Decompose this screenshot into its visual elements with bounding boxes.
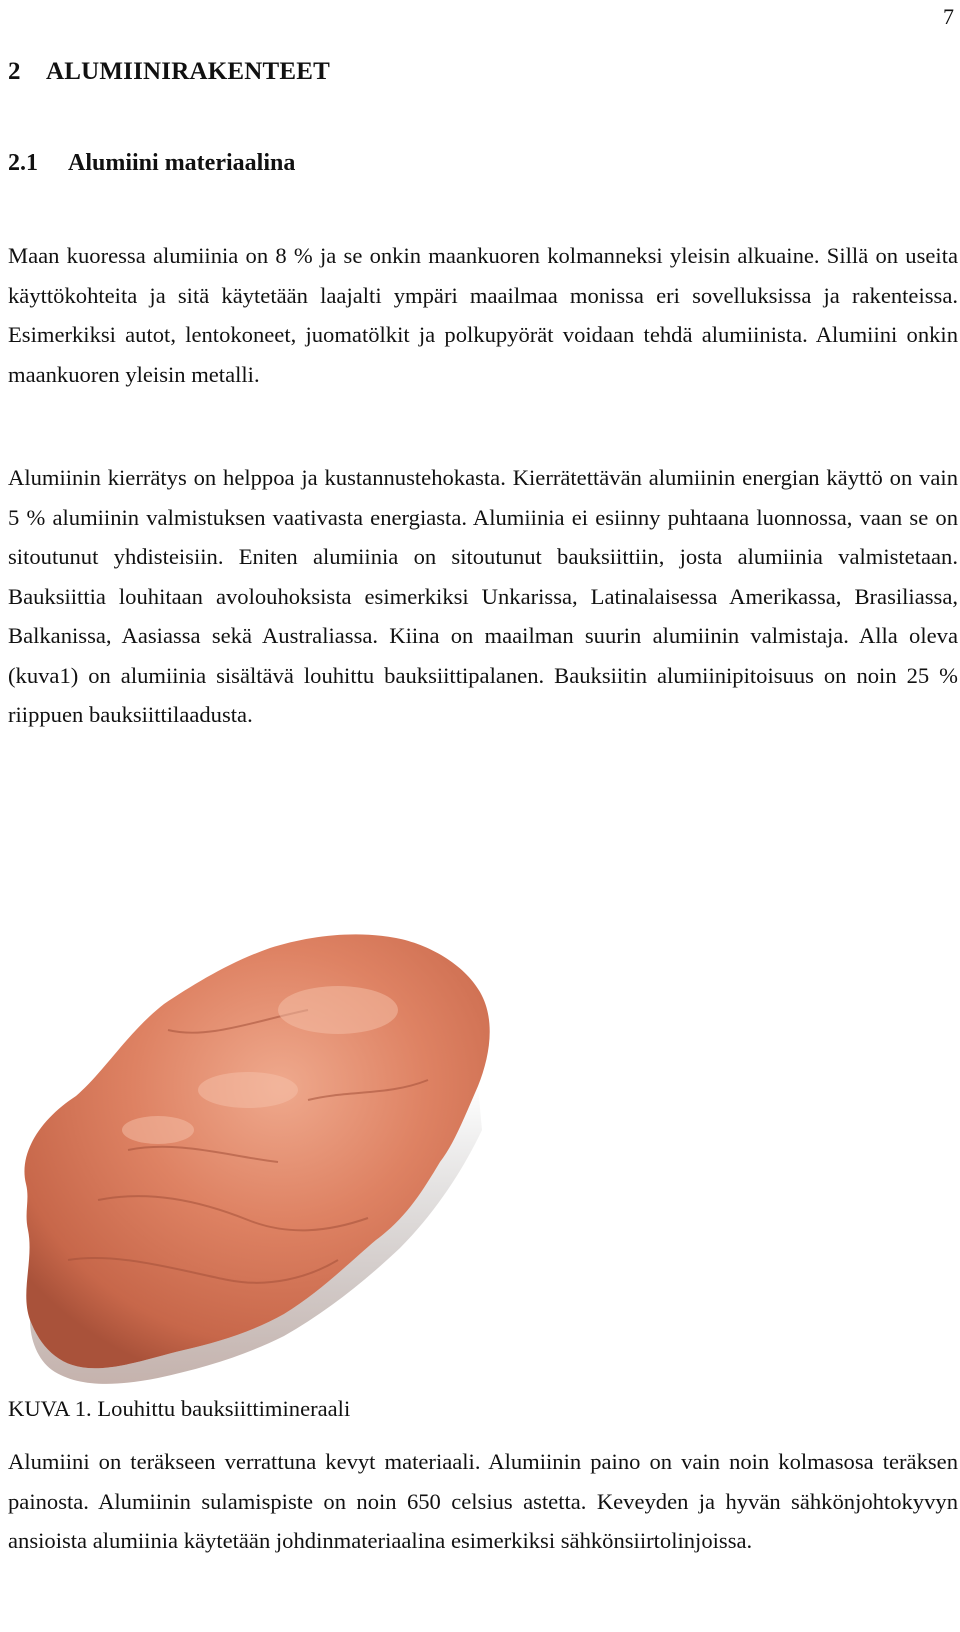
figure-caption: KUVA 1. Louhittu bauksiittimineraali [8, 1396, 351, 1421]
chapter-title: ALUMIINIRAKENTEET [46, 58, 331, 85]
section-heading [8, 150, 295, 177]
paragraph-recycling: Alumiinin kierrätys on helppoa ja kustannustehokasta. Kierrätettävän alumiinin energian käyttö on vain 5 % alumiinin valmistuksen vaativasta energiasta. Alumiinia ei esiinny puhtaana luonnossa, vaan se on sitoutunut yhdisteisiin. Eniten alumiinia on sitoutunut bauksiittiin, josta alumiinia valmistetaan. Bauksiittia louhitaan avolouhoksista esimerkiksi Unkarissa, Latinalaisessa Amerikassa, Brasiliassa, Balkanissa, Aasiassa sekä Australiassa. Kiina on maailman suurin alumiinin valmistaja. Alla oleva (kuva1) on alumiinia sisältävä louhittu bauksiittipalanen. Bauksiitin alumiinipitoisuus on noin 25 % riippuen bauksiittilaadusta. [8, 465, 958, 727]
rock-body [24, 934, 489, 1368]
bauxite-figure [8, 900, 520, 1402]
bauxite-rock-image [8, 900, 520, 1402]
paragraph-properties: Alumiini on teräkseen verrattuna kevyt materiaali. Alumiinin paino on vain noin kolmasosa teräksen painosta. Alumiinin sulamispiste on noin 650 celsius astetta. Keveyden ja hyvän sähkönjohtokyvyn ansioista alumiinia käytetään johdinmateriaalina esimerkiksi sähkönsiirtolinjoissa. [8, 1449, 958, 1553]
section-title: Alumiini materiaalina [68, 150, 296, 176]
chapter-number: 2 [8, 58, 21, 85]
section-number: 2.1 [8, 150, 38, 176]
page-number: 7 [943, 4, 954, 29]
chapter-heading [8, 58, 330, 86]
paragraph-intro: Maan kuoressa alumiinia on 8 % ja se onkin maankuoren kolmanneksi yleisin alkuaine. Sillä on useita käyttökohteita ja sitä käytetään laajalti ympäri maailmaa monissa eri sovelluksissa ja rakenteissa. Esimerkiksi autot, lentokoneet, juomatölkit ja polkupyörät voidaan tehdä alumiinista. Alumiini onkin maankuoren yleisin metalli. [8, 243, 958, 387]
